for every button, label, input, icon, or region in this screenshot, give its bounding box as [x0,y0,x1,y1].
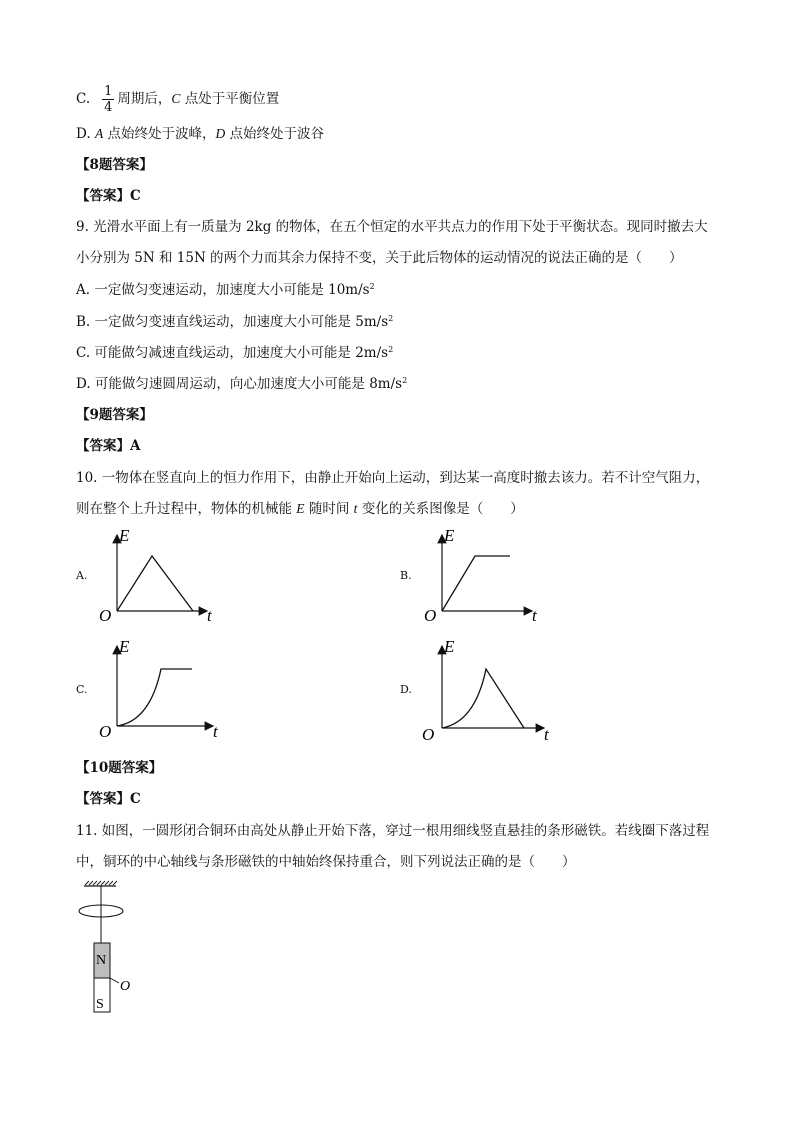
energy-curve [117,556,193,611]
graph-d-label: D. [400,683,412,696]
magnet-n-label: N [96,953,107,968]
axis-e-label: E [444,637,455,656]
axis-t-label: t [532,606,537,625]
origin-label: O [99,606,112,625]
graph-a-label: A. [76,569,88,582]
axis-t-label: t [213,722,218,741]
ceiling-hatch [85,881,117,885]
energy-curve [117,669,192,726]
axis-e-label: E [119,526,130,545]
origin-label: O [422,725,435,744]
graph-b-label: B. [400,569,412,582]
q9-option-c: C. 可能做匀减速直线运动，加速度大小可能是 $2m/s^2$ [76,345,394,361]
point-o-label: O [120,979,131,994]
graph-a [95,525,225,627]
q8-section-heading: 【8题答案】 [76,157,153,173]
q8-answer: 【答案】C [76,188,141,204]
q8-option-c: C. $\frac{1}{4}$ 周期后，C 点处于平衡位置 [76,84,280,115]
fraction-one-quarter: $\frac{1}{4}$ [104,84,113,115]
q10-section-heading: 【10题答案】 [76,760,163,776]
graph-b [420,525,550,627]
axis-t-label: t [207,606,212,625]
energy-curve [442,669,524,728]
q9-option-d: D. 可能做匀速圆周运动，向心加速度大小可能是 $8m/s^2$ [76,376,408,392]
q10-answer: 【答案】C [76,791,141,807]
q11-stem-line-1: 11. 如图，一圆形闭合铜环由高处从静止开始下落，穿过一根用细线竖直悬挂的条形磁铁。若线圈下落过程 [76,823,710,839]
q9-stem-line-2: 小分别为 5N 和 15N 的两个力而其余力保持不变，关于此后物体的运动情况的说法正确的是（ ） [76,250,683,266]
q8-option-d: D. A 点始终处于波峰，D 点始终处于波谷 [76,126,325,142]
q9-stem-line-1: 9. 光滑水平面上有一质量为 2kg 的物体，在五个恒定的水平共点力的作用下处于平衡状态。现同时撤去大 [76,219,708,235]
axis-t-label: t [544,725,549,744]
magnet-figure [74,880,144,1015]
axis-e-label: E [119,637,130,656]
q11-stem-line-2: 中，铜环的中心轴线与条形磁铁的中轴始终保持重合，则下列说法正确的是（ ） [76,854,576,870]
graph-d [420,636,560,748]
energy-curve [442,556,510,611]
q10-stem-line-2: 则在整个上升过程中，物体的机械能 E 随时间 t 变化的关系图像是（ ） [76,501,524,517]
origin-label: O [99,722,112,741]
magnet-s-label: S [96,997,104,1012]
graph-c [95,636,230,744]
q9-option-b: B. 一定做匀变速直线运动，加速度大小可能是 $5m/s^2$ [76,314,394,330]
q9-section-heading: 【9题答案】 [76,407,153,423]
graph-c-label: C. [76,683,88,696]
axis-e-label: E [444,526,455,545]
point-o-leader [110,978,119,983]
q9-answer: 【答案】A [76,438,141,454]
q10-stem-line-1: 10. 一物体在竖直向上的恒力作用下，由静止开始向上运动，到达某一高度时撤去该力。若不计空气阻力， [76,470,710,486]
origin-label: O [424,606,437,625]
q9-option-a: A. 一定做匀变速运动，加速度大小可能是 $10m/s^2$ [76,282,375,298]
